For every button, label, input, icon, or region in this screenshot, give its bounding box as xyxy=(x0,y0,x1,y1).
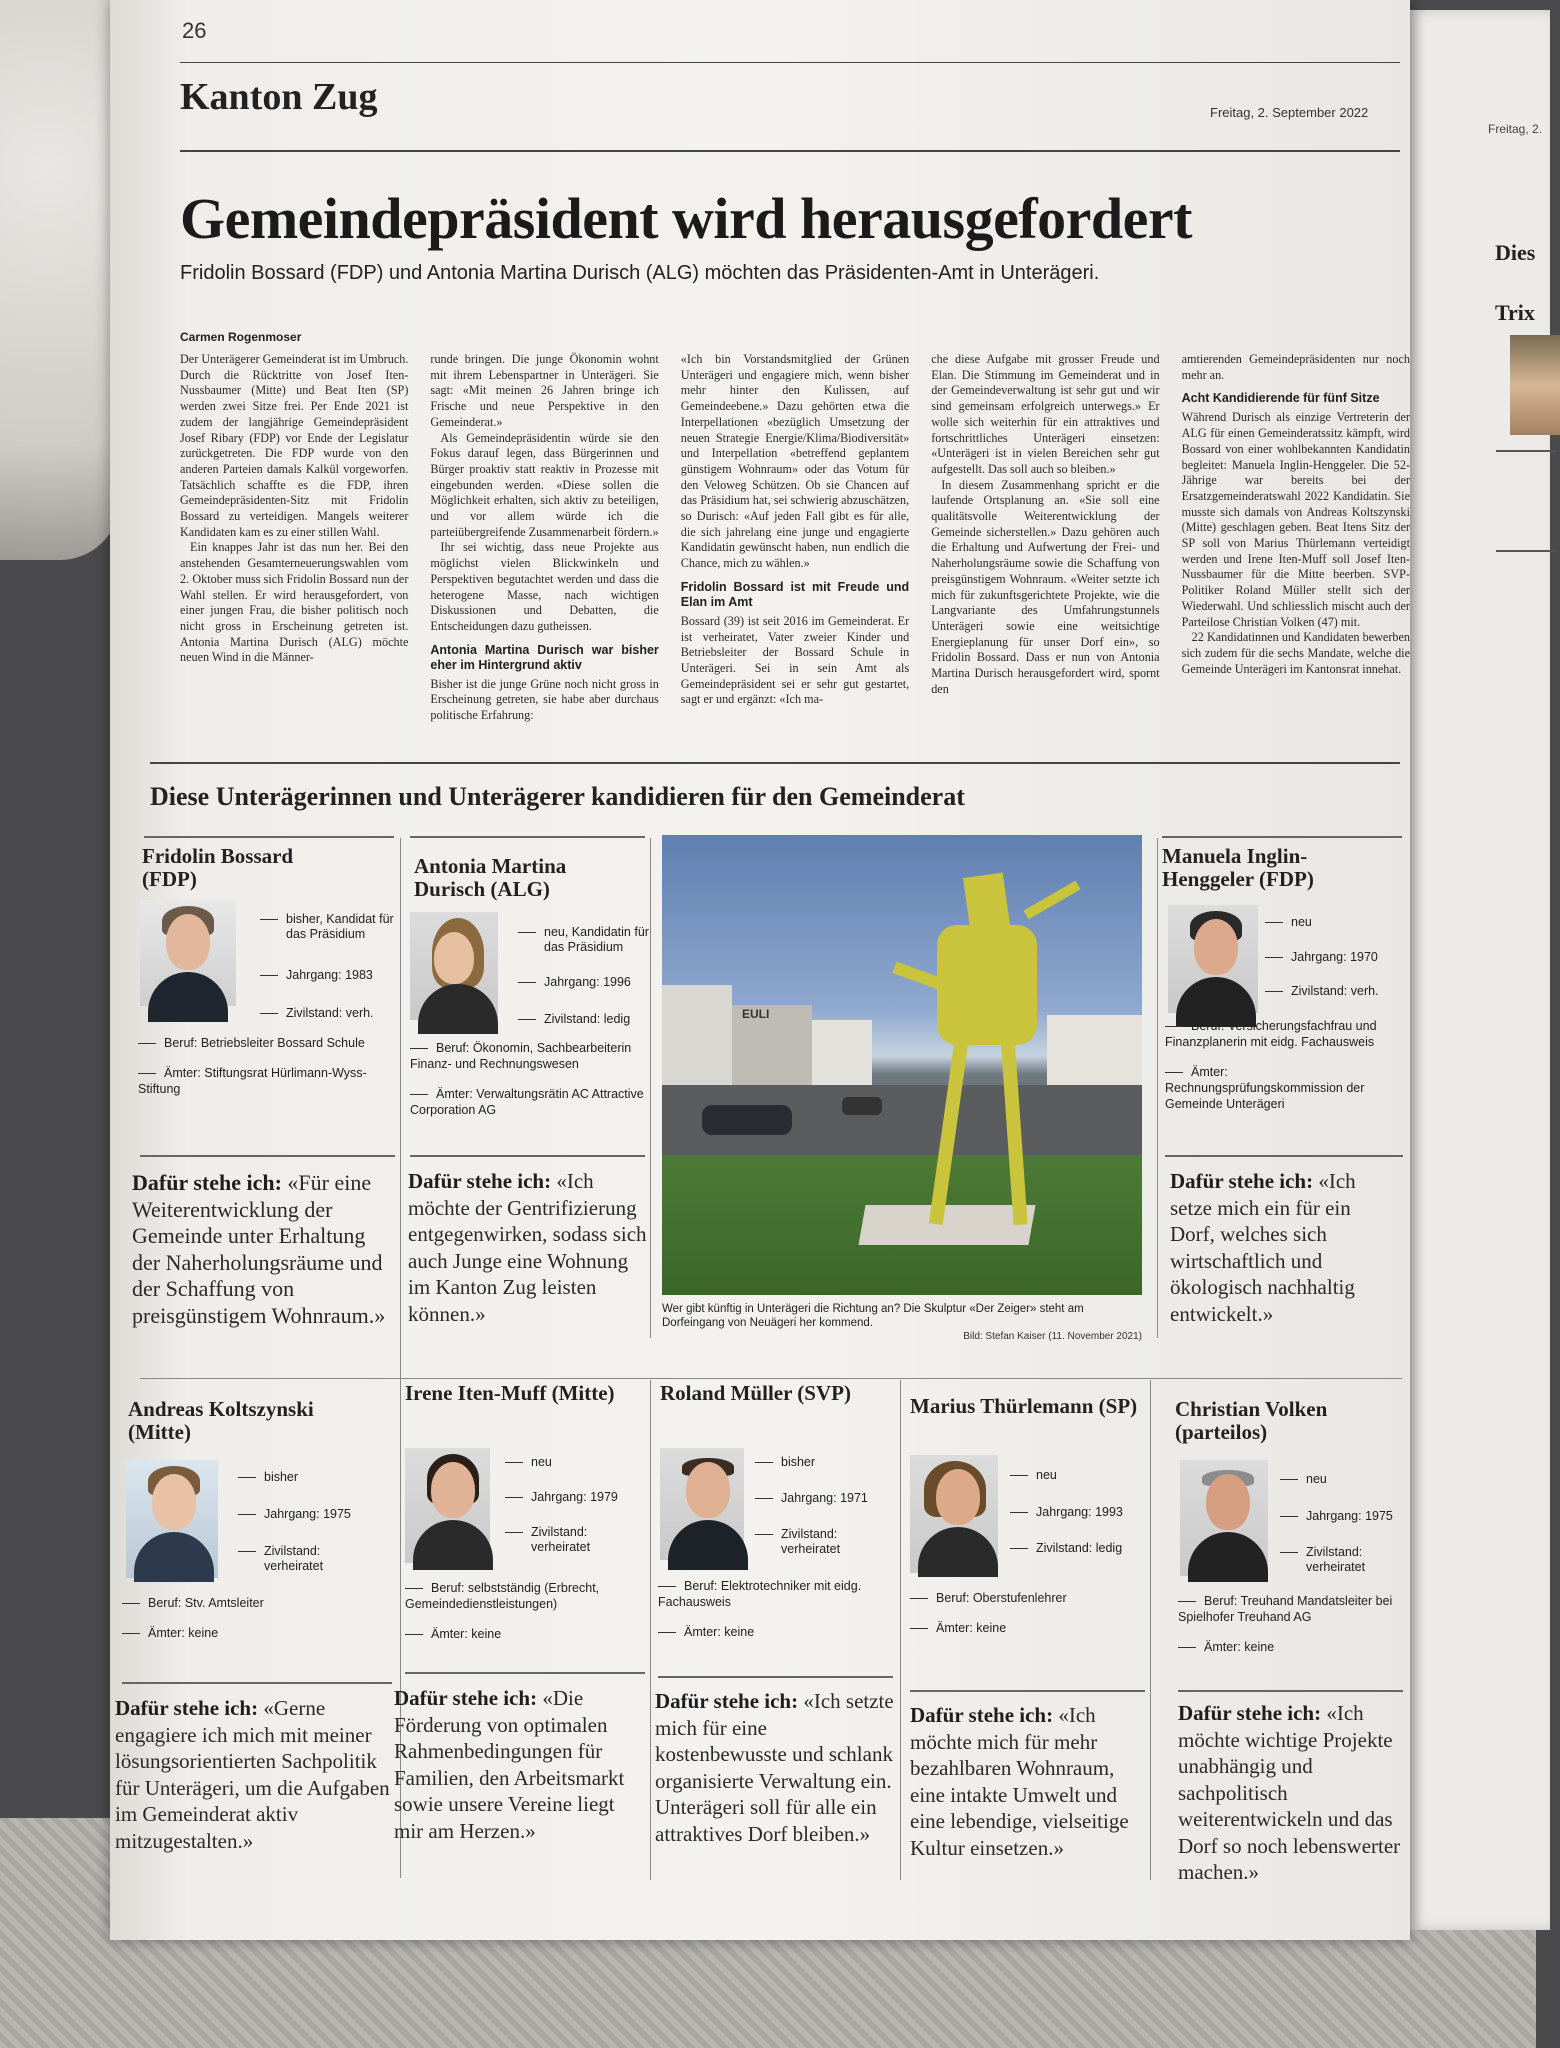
candidate-name: Andreas Koltszynski (Mitte) xyxy=(128,1397,314,1444)
card-rule xyxy=(1178,1690,1403,1692)
candidate-beruf: Beruf: Stv. Amtsleiter xyxy=(148,1596,264,1610)
candidate-jahrgang: Jahrgang: 1970 xyxy=(1291,950,1378,964)
article-paragraph: amtierenden Gemeindepräsidenten nur noch mehr an. xyxy=(1181,352,1410,382)
candidate-aemter: Ämter: keine xyxy=(148,1626,219,1640)
candidate-zivilstand: Zivilstand: verheiratet xyxy=(1306,1545,1366,1574)
statement-text: «Gerne engagiere ich mich mit meiner lösungsorientierten Sachpolitik für Unterägeri, um die Aufgaben im Gemeinderat aktiv mitzugestalten.» xyxy=(115,1696,390,1853)
statement-text: «Die Förderung von optimalen Rahmenbedingungen für Familien, den Arbeitsmarkt sowie unsere Vereine liegt mir am Herzen.» xyxy=(394,1686,625,1843)
column-divider xyxy=(1157,838,1158,1338)
card-rule xyxy=(122,1682,392,1684)
statement-label: Dafür stehe ich: xyxy=(1178,1701,1322,1725)
candidate-aemter: Ämter: Rechnungsprüfungskommission der Gemeinde Unterägeri xyxy=(1165,1065,1365,1111)
page-number: 26 xyxy=(182,18,207,43)
candidate-portrait xyxy=(910,1455,998,1573)
page-date: Freitag, 2. September 2022 xyxy=(1210,105,1369,120)
candidates-heading: Diese Unterägerinnen und Unterägerer kandidieren für den Gemeinderat xyxy=(150,782,965,811)
sculpture-plinth xyxy=(858,1205,1035,1245)
background-blanket xyxy=(0,0,120,560)
candidate-beruf: Beruf: Oberstufenlehrer xyxy=(936,1591,1067,1605)
photo-caption xyxy=(662,1302,1142,1344)
article-paragraph: In diesem Zusammenhang spricht er die laufende Ortsplanung an. «Sie soll eine qualitätsvolle Weiterentwicklung der Gemeinde sicherstellen.» Dazu gehören auch die Erhaltung und Aufwertung der Frei- und Naherholungsräume sowie die Schaffung von preisgünstigem Wohnraum. «Weiter setzte ich mich für zukunftsgerichtete Projekte, wie die Langvariante des Umfahrungstunnels Unterägeri sowie eine weitsichtige Energieplanung für unser Dorf ein», so Fridolin Bossard. Dass er nun von Antonia Martina Durisch herausgefordert wird, spornt den xyxy=(931,477,1160,696)
photo-caption-text: Wer gibt künftig in Unterägeri die Richtung an? Die Skulptur «Der Zeiger» steht am Dorfeingang von Neuägeri her kommend. xyxy=(662,1303,1084,1329)
section-title: Kanton Zug xyxy=(180,76,378,118)
candidate-statement xyxy=(655,1688,895,1847)
statement-label: Dafür stehe ich: xyxy=(910,1703,1054,1727)
card-rule xyxy=(1162,836,1402,838)
photo-sign: EULI xyxy=(742,1007,770,1021)
article-crosshead: Fridolin Bossard ist mit Freude und Elan im Amt xyxy=(680,579,910,609)
candidate-beruf: Beruf: Treuhand Mandatsleiter bei Spielhofer Treuhand AG xyxy=(1178,1594,1393,1624)
candidate-details xyxy=(122,1595,392,1655)
candidate-jahrgang: Jahrgang: 1983 xyxy=(286,968,373,982)
article-paragraph: runde bringen. Die junge Ökonomin wohnt mit ihrem Lebenspartner in Unterägeri. Sie sagt: «Mit meinen 26 Jahren bringe ich Frische und neue Perspektive in den Gemeinderat.» xyxy=(430,352,659,429)
candidate-aemter: Ämter: Stiftungsrat Hürlimann-Wyss-Stiftung xyxy=(138,1066,367,1096)
statement-label: Dafür stehe ich: xyxy=(115,1696,259,1720)
statement-label: Dafür stehe ich: xyxy=(394,1686,538,1710)
statement-text: «Ich setzte mich für eine kostenbewusste und schlank organisierte Verwaltung ein. Unterägeri soll für alle ein attraktives Dorf bleiben.» xyxy=(655,1689,894,1846)
article-column-4 xyxy=(931,352,1159,742)
statement-text: «Ich möchte wichtige Projekte unabhängig und sachpolitisch weiterentwickeln und das Dorf so noch lebenswerter machen.» xyxy=(1178,1701,1401,1884)
candidate-zivilstand: Zivilstand: verheiratet xyxy=(531,1525,591,1554)
candidate-statement xyxy=(1170,1168,1400,1327)
candidate-statement xyxy=(408,1168,648,1327)
candidate-jahrgang: Jahrgang: 1996 xyxy=(544,975,631,989)
candidate-beruf: Beruf: Ökonomin, Sachbearbeiterin Finanz- und Rechnungswesen xyxy=(410,1041,632,1071)
candidate-zivilstand: Zivilstand: verheiratet xyxy=(781,1527,841,1556)
photo-car xyxy=(842,1097,882,1115)
article-paragraph: «Ich bin Vorstandsmitglied der Grünen Unterägeri und engagiere mich, wenn bisher mehr hinter den Kulissen, auf Gemeindeebene.» Dazu gehörten etwa die Interpellationen «bezüglich Umsetzung der neuen Strategie Energie/Klima/Biodiversität» und Interpellation «betreffend geplantem günstigem Wohnraum» oder das Votum für den Veloweg Schützen. Ob sie Chancen auf das Präsidium hat, sei schwierig abzuschätzen, so Durisch: «Auf jeden Fall gibt es für alle, die sich jahrelang eine junge und engagierte Kandidatin gewünscht haben, nun endlich die Chance, mich zu wählen.» xyxy=(680,352,910,571)
candidate-zivilstand: Zivilstand: verheiratet xyxy=(264,1544,324,1573)
adjacent-page-word-2: Trix xyxy=(1495,300,1535,325)
candidate-details xyxy=(410,1040,645,1132)
photo-credit: Bild: Stefan Kaiser (11. November 2021) xyxy=(963,1331,1142,1342)
candidate-portrait xyxy=(405,1448,490,1563)
candidate-status: neu xyxy=(1036,1468,1057,1482)
article-column-3 xyxy=(681,352,909,742)
candidate-statement xyxy=(115,1695,395,1854)
candidate-name: Fridolin Bossard (FDP) xyxy=(142,844,294,891)
candidate-portrait xyxy=(1180,1460,1268,1576)
candidate-statement xyxy=(910,1702,1150,1861)
candidate-portrait xyxy=(126,1460,218,1578)
masthead-rule xyxy=(180,150,1400,152)
column-divider xyxy=(650,1380,651,1880)
article-paragraph: 22 Kandidatinnen und Kandidaten bewerben sich zudem für die sechs Mandate, welche die Gemeinde Unterägeri im Kantonsrat innehat. xyxy=(1181,630,1410,676)
adjacent-page-rule xyxy=(1496,550,1556,552)
candidate-details xyxy=(138,1035,388,1111)
statement-label: Dafür stehe ich: xyxy=(408,1169,552,1193)
candidate-zivilstand: Zivilstand: verh. xyxy=(1291,984,1379,998)
candidate-details xyxy=(1178,1593,1410,1669)
candidate-beruf: Beruf: Elektrotechniker mit eidg. Fachausweis xyxy=(658,1579,862,1609)
candidate-portrait xyxy=(410,912,498,1020)
candidate-portrait xyxy=(660,1448,744,1560)
candidate-jahrgang: Jahrgang: 1975 xyxy=(1306,1509,1393,1523)
candidate-details xyxy=(405,1580,645,1656)
candidate-zivilstand: Zivilstand: verh. xyxy=(286,1006,374,1020)
candidate-name: Christian Volken (parteilos) xyxy=(1175,1397,1328,1444)
candidate-zivilstand: Zivilstand: ledig xyxy=(1036,1541,1123,1555)
adjacent-page-word-1: Dies xyxy=(1495,240,1536,265)
article-paragraph: Ein knappes Jahr ist das nun her. Bei den anstehenden Gesamterneuerungswahlen vom 2. Oktober muss sich Fridolin Bossard nun der Wahl stellen. Er wird herausgefordert, von einer jungen Frau, die bisher politisch noch nicht gross in Erscheinung getreten ist. Antonia Martina Durisch (ALG) möchte neuen Wind in die Männer- xyxy=(180,540,409,665)
article-paragraph: Ihr sei wichtig, dass neue Projekte aus möglichst vielen Blickwinkeln und Perspektiven begutachtet werden und dass die heterogene Masse, nach wichtigen Diskussionen und Debatten, die Entscheidungen dazu gutheissen. xyxy=(430,540,659,633)
card-rule xyxy=(410,1155,645,1157)
article-column-2 xyxy=(430,352,658,742)
newspaper-page xyxy=(110,0,1410,1940)
candidate-name: Manuela Inglin-Henggeler (FDP) xyxy=(1162,844,1314,891)
card-rule xyxy=(405,1672,645,1674)
statement-label: Dafür stehe ich: xyxy=(655,1689,799,1713)
adjacent-page-photo xyxy=(1510,335,1560,435)
article-paragraph: Während Durisch als einzige Vertreterin der ALG für einen Gemeinderatssitz kämpft, wird Bossard von einer wohlbekannten Kandidatin begleitet: Manuela Inglin-Henggeler. Die 52-Jährige war bereits bei der Ersatzgemeinderatswahl 2022 Kandidatin. Sie musste sich damals von Andreas Koltszynski (Mitte) geschlagen geben. Beat Itens Sitz der SP soll von Marius Thürlemann verteidigt werden und Irene Iten-Muff soll Josef Iten-Nussbaumer für die Mitte beerben. SVP-Politiker Roland Müller stellt sich der Wiederwahl. Und schliesslich mischt auch der Parteilose Christian Volken (47) mit. xyxy=(1181,410,1410,629)
candidate-jahrgang: Jahrgang: 1979 xyxy=(531,1490,618,1504)
article-paragraph: Bossard (39) ist seit 2016 im Gemeinderat. Er ist verheiratet, Vater zweier Kinder und Betriebsleiter der Bossard Schule in Unterägeri. Sei in sein Amt als Gemeindepräsident sei er sehr gut gestartet, sagt er und ergänzt: «Ich ma- xyxy=(680,613,910,707)
article-body xyxy=(180,352,1410,742)
adjacent-newspaper-page xyxy=(1410,10,1550,1930)
adjacent-page-rule xyxy=(1496,450,1556,452)
candidate-portrait xyxy=(140,900,236,1006)
card-rule xyxy=(144,836,394,838)
candidate-aemter: Ämter: keine xyxy=(431,1627,502,1641)
card-rule xyxy=(910,1690,1145,1692)
sculpture-photo xyxy=(662,835,1142,1295)
candidate-aemter: Ämter: Verwaltungsrätin AC Attractive Corporation AG xyxy=(410,1087,644,1117)
article-crosshead: Antonia Martina Durisch war bisher eher im Hintergrund aktiv xyxy=(430,642,659,672)
candidate-status: neu, Kandidatin für das Präsidium xyxy=(544,925,649,954)
candidate-aemter: Ämter: keine xyxy=(684,1625,755,1639)
candidate-beruf: Beruf: Betriebsleiter Bossard Schule xyxy=(164,1036,365,1050)
card-rule xyxy=(140,1155,395,1157)
statement-text: «Ich setze mich ein für ein Dorf, welches sich wirtschaftlich und ökologisch nachhaltig entwickelt.» xyxy=(1170,1169,1356,1326)
card-rule xyxy=(1165,1155,1403,1157)
candidate-status: neu xyxy=(531,1455,552,1469)
candidate-jahrgang: Jahrgang: 1993 xyxy=(1036,1505,1123,1519)
candidate-details xyxy=(1165,1018,1405,1126)
candidate-name: Antonia Martina Durisch (ALG) xyxy=(414,854,567,901)
card-rule xyxy=(410,836,645,838)
statement-text: «Ich möchte der Gentrifizierung entgegenwirken, sodass sich auch Junge eine Wohnung im Kanton Zug leisten können.» xyxy=(408,1169,647,1326)
statement-text: «Für eine Weiterentwicklung der Gemeinde unter Erhaltung der Naherholungsräume und der Schaffung von preisgünstigem Wohnraum.» xyxy=(132,1170,386,1328)
candidate-zivilstand: Zivilstand: ledig xyxy=(544,1012,631,1026)
card-rule xyxy=(658,1676,893,1678)
article-subhead: Fridolin Bossard (FDP) und Antonia Martina Durisch (ALG) möchten das Präsidenten-Amt in Unterägeri. xyxy=(180,262,1100,284)
candidate-beruf: Beruf: Versicherungsfachfrau und Finanzplanerin mit eidg. Fachausweis xyxy=(1165,1019,1377,1049)
article-paragraph: Als Gemeindepräsidentin würde sie den Fokus darauf legen, dass Bürgerinnen und Bürger proaktiv statt reaktiv in Prozesse mit eingebunden werden. «Diese sollen die Möglichkeit erhalten, sich aktiv zu beteiligen, und vor allem würde ich die parteiübergreifende Zusammenarbeit fördern.» xyxy=(430,430,659,539)
candidate-status: neu xyxy=(1291,915,1312,929)
row-rule xyxy=(140,1378,1402,1379)
column-divider xyxy=(650,838,651,1338)
top-rule xyxy=(180,62,1400,63)
candidate-name: Irene Iten-Muff (Mitte) xyxy=(405,1381,615,1405)
candidate-jahrgang: Jahrgang: 1971 xyxy=(781,1491,868,1505)
photo-car xyxy=(702,1105,792,1135)
candidate-details xyxy=(658,1578,898,1654)
statement-text: «Ich möchte mich für mehr bezahlbaren Wohnraum, eine intakte Umwelt und eine lebendige, vielseitige Kultur einsetzen.» xyxy=(910,1703,1129,1860)
candidate-portrait xyxy=(1168,905,1258,1013)
article-paragraph: che diese Aufgabe mit grosser Freude und Elan. Die Stimmung im Gemeinderat und in der Gemeindeverwaltung ist sehr gut und wir sind gemeinsam erfolgreich unterwegs.» Er wolle sich weiterhin für ein attraktives und fortschrittliches Unterägeri einsetzen: «Unterägeri ist in vielen Bereichen sehr gut aufgestellt. Das soll auch so bleiben.» xyxy=(931,352,1160,476)
candidate-name: Marius Thürlemann (SP) xyxy=(910,1394,1138,1418)
candidate-aemter: Ämter: keine xyxy=(936,1621,1007,1635)
candidate-status: bisher, Kandidat für das Präsidium xyxy=(286,912,394,941)
article-paragraph: Bisher ist die junge Grüne noch nicht gross in Erscheinung getreten, sie habe aber durchaus politische Erfahrung: xyxy=(430,676,659,723)
column-divider xyxy=(1150,1380,1151,1880)
candidate-statement xyxy=(132,1170,392,1329)
candidate-details xyxy=(910,1590,1150,1650)
candidate-status: bisher xyxy=(781,1455,816,1469)
candidate-aemter: Ämter: keine xyxy=(1204,1640,1275,1654)
article-paragraph: Der Unterägerer Gemeinderat ist im Umbruch. Durch die Rücktritte von Josef Iten-Nussbaumer (Mitte) und Beat Iten (SP) werden zwei Sitze frei. Per Ende 2021 ist zudem der langjährige Gemeindepräsident Josef Ribary (FDP) vor Ende der Legislatur zurückgetreten. Die FDP wurde von den anderen Parteien damals Kalkül vorgeworfen. Tatsächlich schaffte es die FDP, ihren Gemeindepräsidenten-Sitz mit Fridolin Bossard zu verteidigen. Mangels weiterer Kandidaten kam es zu einer stillen Wahl. xyxy=(180,352,409,539)
article-column-1 xyxy=(180,352,408,742)
candidate-beruf: Beruf: selbstständig (Erbrecht, Gemeindedienstleistungen) xyxy=(405,1581,600,1611)
article-column-5 xyxy=(1182,352,1410,742)
candidate-statement xyxy=(1178,1700,1408,1886)
article-headline: Gemeindepräsident wird herausgefordert xyxy=(180,186,1192,251)
candidate-status: bisher xyxy=(264,1470,299,1484)
column-divider xyxy=(900,1380,901,1880)
candidate-statement xyxy=(394,1685,644,1844)
statement-label: Dafür stehe ich: xyxy=(132,1170,282,1195)
statement-label: Dafür stehe ich: xyxy=(1170,1169,1314,1193)
article-author: Carmen Rogenmoser xyxy=(180,330,302,344)
candidate-name: Roland Müller (SVP) xyxy=(660,1381,851,1405)
candidate-status: neu xyxy=(1306,1472,1327,1486)
adjacent-page-date: Freitag, 2. xyxy=(1488,122,1543,136)
article-crosshead: Acht Kandidierende für fünf Sitze xyxy=(1181,391,1380,406)
section-rule xyxy=(150,762,1400,764)
candidate-jahrgang: Jahrgang: 1975 xyxy=(264,1507,351,1521)
